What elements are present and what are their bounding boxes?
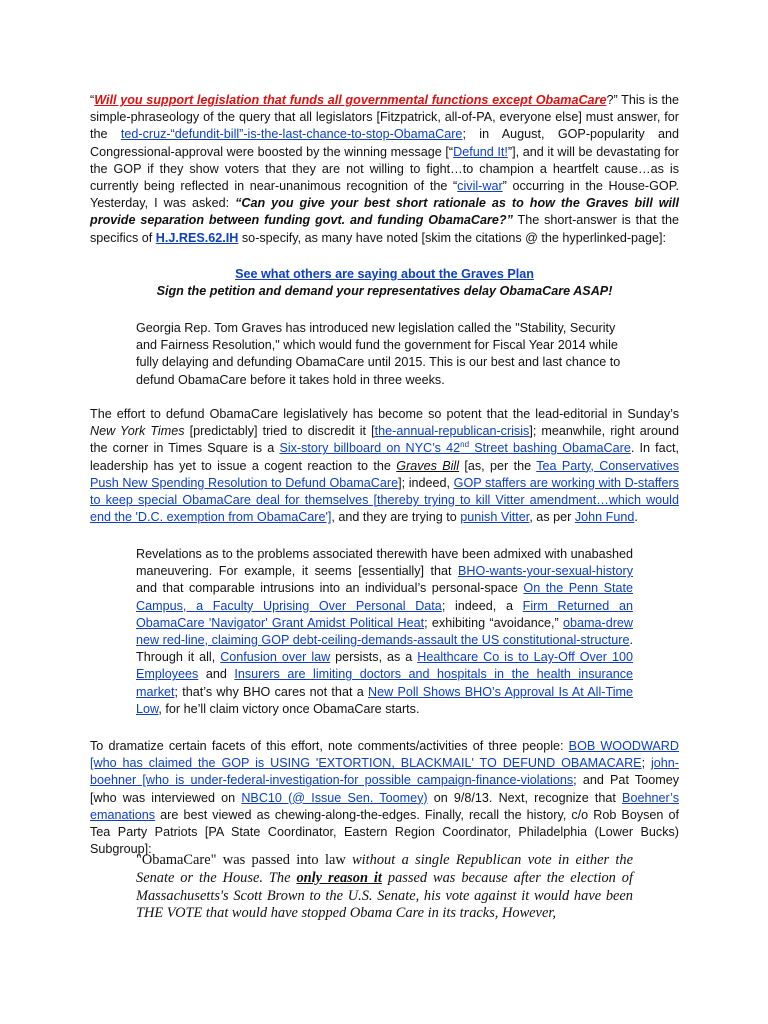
text: and that comparable intrusions into an individual’s personal-space [136, 581, 524, 596]
text: so-specify, as many have noted [skim the citations @ the hyperlinked-page]: [238, 230, 667, 245]
text: and [198, 667, 235, 682]
text: ” occurring in the House-GOP. Yesterday, I was asked: [90, 179, 679, 211]
defund-it-link[interactable]: Defund It! [453, 144, 508, 159]
text: The effort to defund ObamaCare legislatively has become so potent that the lead-editorial in Sunday’s [90, 407, 679, 421]
text-italic: passed was because after the election of Massachusetts's Scott Brown to the U.S. Senate, his vote against it would have been THE VOTE that would have stopped Obama Care in its tracks, However, [136, 869, 633, 922]
tea-party-link[interactable]: Tea Party, Conservatives Push New Spending Resolution to Defund ObamaCare [90, 458, 679, 490]
intro-paragraph [90, 92, 679, 247]
key-question: Will you support legislation that funds all governmental functions except ObamaCare [94, 93, 607, 107]
text: [as, per the [459, 458, 537, 473]
dramatize-paragraph [90, 738, 679, 858]
text: This is the simple-phraseology of the query that all legislators [Fitzpatrick, all-of-PA, everyone else] must answer, for the [90, 93, 679, 142]
layoff-link[interactable]: Healthcare Co is to Lay-Off Over 100 Employees [136, 650, 633, 682]
graves-plan-link[interactable]: See what others are saying about the Graves Plan [235, 267, 534, 281]
graves-bill: Graves Bill [396, 458, 460, 473]
text: ]; indeed, [398, 475, 454, 490]
text: ; exhibiting “avoidance,” [424, 615, 563, 630]
effort-paragraph [90, 406, 679, 526]
confusion-link[interactable]: Confusion over law [220, 650, 331, 665]
text: . [634, 510, 638, 525]
boehner-link[interactable]: john-boehner [who is under-federal-investigation-for possible campaign-finance-violations [90, 756, 679, 788]
text: Revelations as to the problems associated therewith have been admixed with unabashed maneuvering. For example, it seems [essentially] that [136, 547, 633, 579]
navigator-grant-link[interactable]: Firm Returned an ObamaCare 'Navigator' Grant Amidst Political Heat [136, 598, 633, 630]
graves-quote: Georgia Rep. Tom Graves has introduced new legislation called the "Stability, Security and Fairness Resolution," which would fund the government for Fiscal Year 2014 while fully delaying and defunding ObamaCare until 2015. This is our best and last chance to defund ObamaCare before it takes hold in three weeks. [136, 321, 621, 387]
text: ; and Pat Toomey [who was interviewed on [90, 773, 679, 805]
text-italic: without a single Republican vote in either the Senate or the House. The [136, 852, 634, 886]
billboard-link-text: Six-story billboard on NYC’s 42 [279, 441, 461, 456]
obama-red-line-link[interactable]: obama-drew new red-line, claiming GOP debt-ceiling-demands-assault the US constitutional-structure [136, 615, 633, 648]
sexual-history-link[interactable]: BHO-wants-your-sexual-history [458, 564, 633, 579]
text: ”], and it will be devastating for the GOP if they show voters that they are not willing to fight…to champion a heartfelt cause…as is currently being reflected in near-unanimous recognition of the “ [90, 144, 679, 194]
insurers-link[interactable]: Insurers are limiting doctors and hospitals in the health insurance market [136, 667, 633, 699]
petition-line: Sign the petition and demand your representatives delay ObamaCare ASAP! [156, 284, 613, 299]
text: [predictably] tried to discredit it [ [184, 424, 375, 439]
hjres-link[interactable]: H.J.RES.62.IH [155, 230, 239, 245]
text: To dramatize certain facets of this effort, note comments/activities of three people: [90, 739, 569, 753]
text: "ObamaCare" was passed into law [136, 852, 353, 868]
billboard-link-text-2: Street bashing ObamaCare [469, 441, 631, 456]
billboard-link-sup: nd [460, 440, 470, 450]
text: ; indeed, a [441, 598, 523, 613]
text: . Through it all, [136, 633, 633, 665]
billboard-link[interactable] [279, 441, 630, 455]
close-quote: ?” [606, 93, 618, 107]
cruz-defundit-link[interactable]: ted-cruz-“defundit-bill”-is-the-last-chance-to-stop-ObamaCare [120, 127, 463, 142]
open-quote: “ [90, 93, 95, 107]
revelations-paragraph [136, 546, 633, 718]
text: on 9/8/13. Next, recognize that [427, 790, 623, 805]
asked-question: “Can you give your best short rationale as to how the Graves bill will provide separation between funding govt. and funding ObamaCare?” [90, 196, 679, 228]
history-quote [136, 852, 633, 923]
boehner-emanations-link[interactable]: Boehner’s emanations [90, 790, 679, 822]
text: are best viewed as chewing-along-the-edges. Finally, recall the history, c/o Rob Boysen of Tea Party Patriots [PA State Coordinator, Eastern Region Coordinator, Philadelphia (Lower Bucks) Subgroup]: [90, 807, 679, 857]
civil-war-link[interactable]: civil-war [457, 179, 503, 194]
nbc10-link[interactable]: NBC10 (@ Issue Sen. Toomey) [241, 790, 428, 805]
text: The short-answer is that the specifics of [90, 213, 679, 245]
woodward-link[interactable]: BOB WOODWARD [who has claimed the GOP is USING 'EXTORTION, BLACKMAIL' TO DEFUND OBAMACARE [90, 739, 679, 771]
graves-plan-callout [90, 266, 679, 300]
gop-staffers-link[interactable]: GOP staffers are working with D-staffers to keep special ObamaCare deal for themselves [thereby trying to kill Vitter amendment…which would end the 'D.C. exemption from ObamaCare'] [90, 475, 679, 525]
text: ]; meanwhile, right around the corner in Times Square is a [90, 424, 679, 456]
john-fund-link[interactable]: John Fund [574, 510, 635, 525]
republican-crisis-link[interactable]: the-annual-republican-crisis [374, 424, 530, 439]
text: , as per [529, 510, 575, 525]
text: . In fact, leadership has yet to issue a cogent reaction to the [90, 441, 679, 473]
only-reason-emphasis: only reason it [296, 869, 382, 886]
text: ; [641, 756, 651, 771]
text: , for he’ll claim victory once ObamaCare starts. [158, 701, 420, 716]
text: , and they are trying to [331, 510, 461, 525]
penn-state-link[interactable]: On the Penn State Campus, a Faculty Uprising Over Personal Data [136, 581, 634, 613]
text: ; in August, GOP-popularity and Congressional-approval were boosted by the winning message [“ [90, 127, 679, 159]
poll-link[interactable]: New Poll Shows BHO’s Approval Is At All-Time Low [136, 684, 633, 716]
text: persists, as a [330, 650, 418, 665]
nyt-title: New York Times [90, 424, 185, 439]
punish-vitter-link[interactable]: punish Vitter [460, 510, 530, 525]
text: ; that’s why BHO cares not that a [174, 684, 368, 699]
